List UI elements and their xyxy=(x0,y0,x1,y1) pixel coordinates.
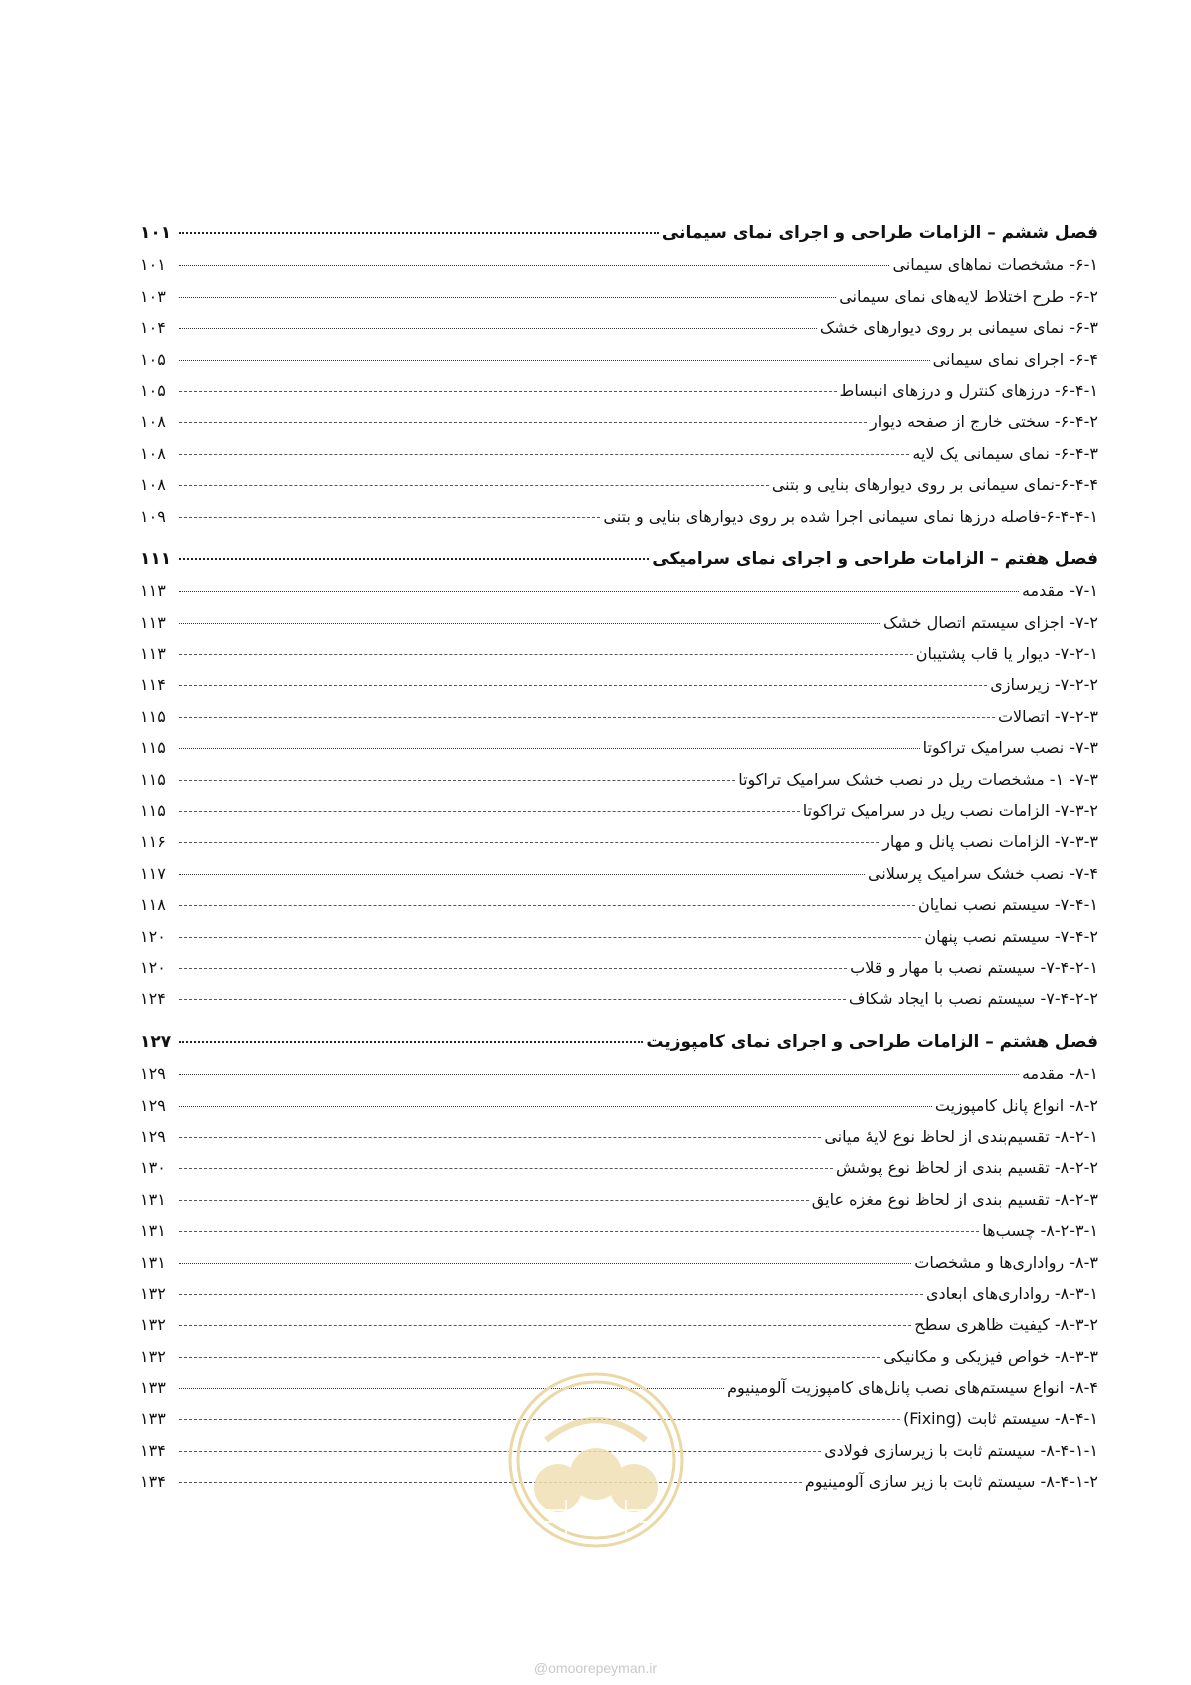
toc-entry-title: ۷-۳- ۱- مشخصات ریل در نصب خشک سرامیک تراکوتا xyxy=(738,769,1098,789)
toc-chapter-row[interactable] xyxy=(140,218,1098,249)
toc-entry-row[interactable] xyxy=(140,669,1098,700)
toc-page-number: ۱۳۰ xyxy=(140,1158,166,1178)
toc-entry-row[interactable] xyxy=(140,406,1098,437)
toc-leader xyxy=(179,842,879,843)
toc-leader xyxy=(179,1231,979,1232)
watermark-seal-logo xyxy=(506,1370,686,1550)
toc-entry-title: ۶-۳- نمای سیمانی بر روی دیوارهای خشک xyxy=(819,318,1098,338)
toc-leader xyxy=(179,1074,1019,1075)
toc-leader xyxy=(179,1325,911,1326)
toc-leader xyxy=(179,1106,932,1107)
toc-page-number: ۱۰۴ xyxy=(140,318,166,338)
toc-leader xyxy=(179,748,920,749)
toc-entry-title: ۷-۳-۲- الزامات نصب ریل در سرامیک تراکوتا xyxy=(802,801,1098,821)
toc-entry-title: ۶-۲- طرح اختلاط لایه‌های نمای سیمانی xyxy=(839,286,1098,306)
toc-leader xyxy=(179,422,867,423)
toc-entry-title: ۸-۳-۳- خواص فیزیکی و مکانیکی xyxy=(883,1346,1098,1366)
toc-entry-row[interactable] xyxy=(140,889,1098,920)
toc-page-number: ۱۲۷ xyxy=(140,1031,172,1052)
table-of-contents xyxy=(140,218,1098,1498)
toc-entry-title: ۷-۴-۲-۲- سیستم نصب با ایجاد شکاف xyxy=(848,989,1098,1009)
toc-leader xyxy=(179,937,921,938)
toc-entry-title: ۶-۴-۳- نمای سیمانی یک لایه xyxy=(912,443,1098,463)
toc-entry-row[interactable] xyxy=(140,501,1098,532)
toc-entry-row[interactable] xyxy=(140,764,1098,795)
toc-page-number: ۱۱۸ xyxy=(140,895,166,915)
toc-leader xyxy=(179,654,913,655)
toc-entry-row[interactable] xyxy=(140,1341,1098,1372)
toc-entry-row[interactable] xyxy=(140,1090,1098,1121)
toc-entry-row[interactable] xyxy=(140,983,1098,1014)
toc-entry-title: ۸-۱- مقدمه xyxy=(1021,1064,1098,1084)
toc-entry-title: ۷-۴-۱- سیستم نصب نمایان xyxy=(917,895,1098,915)
toc-entry-row[interactable] xyxy=(140,826,1098,857)
toc-entry-title: ۶-۴-۴-۱-فاصله درزها نمای سیمانی اجرا شده بر روی دیوارهای بنایی و بتنی xyxy=(603,506,1098,526)
toc-leader xyxy=(179,1200,809,1201)
toc-leader xyxy=(179,1168,833,1169)
toc-page-number: ۱۳۴ xyxy=(140,1472,166,1492)
toc-page-number: ۱۱۳ xyxy=(140,612,166,632)
toc-page-number: ۱۱۴ xyxy=(140,675,166,695)
toc-leader xyxy=(179,999,846,1000)
toc-entry-row[interactable] xyxy=(140,607,1098,638)
toc-leader xyxy=(179,968,847,969)
toc-entry-title: فصل هفتم – الزامات طراحی و اجرای نمای سرامیکی xyxy=(652,548,1098,569)
toc-leader xyxy=(179,1294,923,1295)
toc-page-number: ۱۰۵ xyxy=(140,380,166,400)
toc-leader xyxy=(179,328,817,329)
toc-page-number: ۱۳۱ xyxy=(140,1252,166,1272)
toc-entry-row[interactable] xyxy=(140,1215,1098,1246)
toc-entry-title: ۷-۱- مقدمه xyxy=(1021,581,1098,601)
toc-chapter-row[interactable] xyxy=(140,1027,1098,1058)
toc-entry-title: ۸-۴-۱- سیستم ثابت (Fixing) xyxy=(902,1409,1098,1429)
toc-page-number: ۱۱۵ xyxy=(140,801,166,821)
toc-page-number: ۱۳۲ xyxy=(140,1315,166,1335)
toc-entry-row[interactable] xyxy=(140,375,1098,406)
toc-chapter-row[interactable] xyxy=(140,544,1098,575)
toc-page-number: ۱۲۴ xyxy=(140,989,166,1009)
toc-entry-row[interactable] xyxy=(140,1058,1098,1089)
toc-page-number: ۱۱۵ xyxy=(140,738,166,758)
toc-page-number: ۱۱۵ xyxy=(140,769,166,789)
toc-page-number: ۱۰۳ xyxy=(140,286,166,306)
toc-page-number: ۱۰۱ xyxy=(140,223,172,243)
toc-page-number: ۱۳۱ xyxy=(140,1221,166,1241)
toc-entry-row[interactable] xyxy=(140,281,1098,312)
toc-entry-row[interactable] xyxy=(140,312,1098,343)
toc-page-number: ۱۳۱ xyxy=(140,1189,166,1209)
toc-entry-title: فصل هشتم – الزامات طراحی و اجرای نمای کامپوزیت xyxy=(646,1031,1098,1052)
toc-entry-row[interactable] xyxy=(140,1309,1098,1340)
toc-page-number: ۱۰۱ xyxy=(140,255,166,275)
toc-entry-row[interactable] xyxy=(140,1247,1098,1278)
toc-entry-title: ۶-۴-۴-نمای سیمانی بر روی دیوارهای بنایی و بتنی xyxy=(771,475,1098,495)
toc-entry-title: ۸-۲-۱- تقسیم‌بندی از لحاظ نوع لایهٔ میانی xyxy=(824,1126,1098,1146)
toc-entry-title: ۶-۴-۲- سختی خارج از صفحه دیوار xyxy=(869,412,1098,432)
toc-page-number: ۱۲۰ xyxy=(140,957,166,977)
toc-leader xyxy=(179,1482,802,1483)
toc-entry-row[interactable] xyxy=(140,952,1098,983)
toc-page-number: ۱۲۹ xyxy=(140,1095,166,1115)
toc-entry-title: ۸-۴- انواع سیستم‌های نصب پانل‌های کامپوزیت آلومینیوم xyxy=(727,1378,1098,1398)
toc-page-number: ۱۰۹ xyxy=(140,506,166,526)
toc-leader xyxy=(179,717,995,718)
toc-page-number: ۱۰۵ xyxy=(140,349,166,369)
toc-leader xyxy=(179,360,930,361)
toc-page-number: ۱۰۸ xyxy=(140,412,166,432)
toc-entry-title: ۷-۴-۲-۱- سیستم نصب با مهار و قلاب xyxy=(850,957,1098,977)
toc-page-number: ۱۱۶ xyxy=(140,832,166,852)
toc-entry-row[interactable] xyxy=(140,1278,1098,1309)
toc-entry-title: ۷-۴-۲- سیستم نصب پنهان xyxy=(924,926,1098,946)
toc-entry-row[interactable] xyxy=(140,1184,1098,1215)
toc-entry-title: ۶-۱- مشخصات نماهای سیمانی xyxy=(892,255,1098,275)
toc-entry-title: فصل ششم – الزامات طراحی و اجرای نمای سیمانی xyxy=(661,223,1098,243)
toc-page-number: ۱۱۵ xyxy=(140,706,166,726)
toc-entry-title: ۶-۴- اجرای نمای سیمانی xyxy=(932,349,1098,369)
toc-entry-row[interactable] xyxy=(140,438,1098,469)
toc-page-number: ۱۲۰ xyxy=(140,926,166,946)
toc-entry-title: ۷-۲- اجزای سیستم اتصال خشک xyxy=(883,612,1098,632)
toc-page-number: ۱۰۸ xyxy=(140,443,166,463)
toc-leader xyxy=(179,874,865,875)
toc-entry-row[interactable] xyxy=(140,795,1098,826)
toc-leader xyxy=(179,811,800,812)
toc-page-number: ۱۳۴ xyxy=(140,1440,166,1460)
toc-entry-row[interactable] xyxy=(140,1121,1098,1152)
toc-entry-row[interactable] xyxy=(140,732,1098,763)
toc-leader xyxy=(179,685,987,686)
toc-entry-title: ۷-۲-۲- زیرسازی xyxy=(990,675,1098,695)
toc-entry-row[interactable] xyxy=(140,638,1098,669)
toc-page-number: ۱۳۳ xyxy=(140,1409,166,1429)
toc-entry-row[interactable] xyxy=(140,469,1098,500)
toc-leader xyxy=(179,232,659,234)
toc-entry-row[interactable] xyxy=(140,344,1098,375)
toc-leader xyxy=(179,623,880,624)
toc-page-number: ۱۲۹ xyxy=(140,1064,166,1084)
watermark-site: @omoorepeyman.ir xyxy=(533,1660,658,1676)
toc-page-number: ۱۱۷ xyxy=(140,863,166,883)
toc-entry-row[interactable] xyxy=(140,858,1098,889)
toc-entry-title: ۸-۲- انواع پانل کامپوزیت xyxy=(934,1095,1098,1115)
toc-leader xyxy=(179,1357,880,1358)
toc-leader xyxy=(179,391,837,392)
toc-leader xyxy=(179,1041,643,1043)
toc-page-number: ۱۳۲ xyxy=(140,1283,166,1303)
toc-entry-title: ۷-۲-۳- اتصالات xyxy=(997,706,1098,726)
toc-entry-row[interactable] xyxy=(140,249,1098,280)
toc-leader xyxy=(179,454,909,455)
toc-entry-row[interactable] xyxy=(140,575,1098,606)
toc-entry-title: ۸-۳- رواداری‌ها و مشخصات xyxy=(914,1252,1098,1272)
toc-entry-row[interactable] xyxy=(140,701,1098,732)
toc-entry-row[interactable] xyxy=(140,1152,1098,1183)
toc-entry-title: ۷-۴- نصب خشک سرامیک پرسلانی xyxy=(867,863,1098,883)
toc-entry-title: ۸-۳-۲- کیفیت ظاهری سطح xyxy=(914,1315,1098,1335)
toc-entry-title: ۷-۳-۳- الزامات نصب پانل و مهار xyxy=(882,832,1098,852)
toc-page-number: ۱۳۳ xyxy=(140,1378,166,1398)
toc-entry-row[interactable] xyxy=(140,921,1098,952)
toc-entry-title: ۸-۴-۱-۱- سیستم ثابت با زیرسازی فولادی xyxy=(824,1440,1098,1460)
toc-page-number: ۱۲۹ xyxy=(140,1126,166,1146)
toc-page-number: ۱۳۲ xyxy=(140,1346,166,1366)
toc-leader xyxy=(179,591,1019,592)
toc-leader xyxy=(179,1263,911,1264)
toc-page-number: ۱۱۳ xyxy=(140,581,166,601)
toc-entry-title: ۸-۳-۱- رواداری‌های ابعادی xyxy=(926,1283,1098,1303)
toc-entry-title: ۸-۲-۳-۱- چسب‌ها xyxy=(982,1221,1098,1241)
toc-page-number: ۱۰۸ xyxy=(140,475,166,495)
toc-leader xyxy=(179,780,735,781)
toc-leader xyxy=(179,558,649,560)
toc-entry-title: ۸-۴-۱-۲- سیستم ثابت با زیر سازی آلومینیوم xyxy=(804,1472,1098,1492)
toc-leader xyxy=(179,485,769,486)
toc-entry-title: ۸-۲-۳- تقسیم بندی از لحاظ نوع مغزه عایق xyxy=(811,1189,1098,1209)
toc-entry-title: ۷-۳- نصب سرامیک تراکوتا xyxy=(922,738,1098,758)
toc-entry-title: ۸-۲-۲- تقسیم بندی از لحاظ نوع پوشش xyxy=(836,1158,1098,1178)
toc-entry-title: ۷-۲-۱- دیوار یا قاب پشتیبان xyxy=(915,644,1098,664)
toc-page-number: ۱۱۳ xyxy=(140,644,166,664)
toc-leader xyxy=(179,517,600,518)
toc-page-number: ۱۱۱ xyxy=(140,548,172,569)
toc-leader xyxy=(179,265,889,266)
toc-leader xyxy=(179,297,836,298)
toc-entry-title: ۶-۴-۱- درزهای کنترل و درزهای انبساط xyxy=(839,380,1098,400)
toc-leader xyxy=(179,905,915,906)
toc-leader xyxy=(179,1451,821,1452)
toc-leader xyxy=(179,1137,821,1138)
